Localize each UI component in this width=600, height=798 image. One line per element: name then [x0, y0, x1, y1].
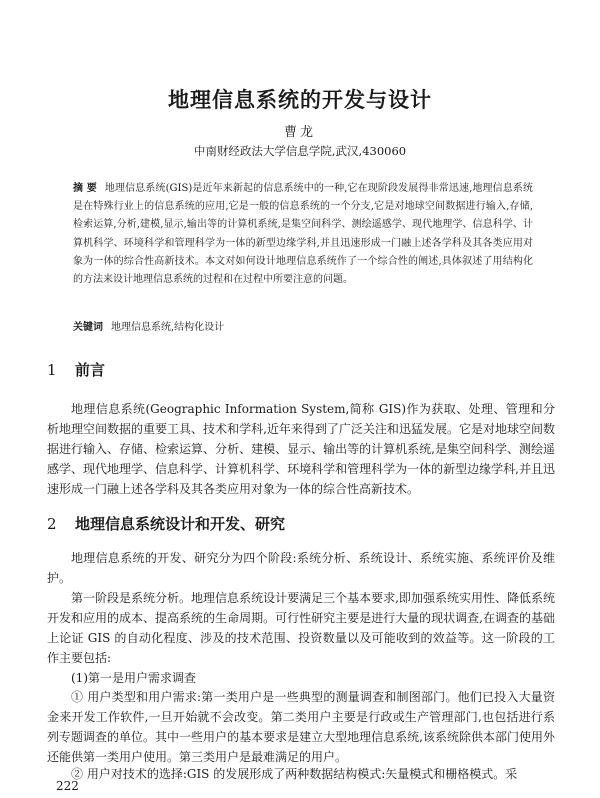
section-heading-2 — [47, 513, 285, 534]
keywords — [73, 321, 533, 335]
author-name: 曹龙 — [283, 125, 316, 140]
section-1-paragraph: 地理信息系统(Geographic Information System,简称 GIS)作为获取、处理、管理和分析地理空间数据的重要工具、技术和学科,近年来得到了广泛关注和迅猛发展。它是对地球空间数据进行输入、存储、检索运算、分析、建模、显示、输出等的计算机系统,是集空间科学、测绘遥感学、现代地理学、信息科学、计算机科学、环境科学和管理科学为一体的新型边缘学科,并且迅速形成一门融上述各学科及其各类应用对象为一体的综合性高新技术。 — [47, 402, 555, 496]
section-number: 1 — [47, 361, 57, 379]
section-title: 前言 — [75, 361, 106, 379]
section-2-paragraph: ① 用户类型和用户需求:第一类用户是一些典型的测量调查和制图部门。他们已投入大量资金来开发工作软件,一旦开始就不会改变。第二类用户主要是行政或生产管理部门,也包括进行系列专题调查的单位。其中一些用户的基本要求是建立大型地理信息系统,该系统除供本部门使用外还能供第一类用户使用。第三类用户是最难满足的用户。 — [47, 690, 555, 764]
abstract-text: 地理信息系统(GIS)是近年来新起的信息系统中的一种,它在现阶段发展得非常迅速,地理信息系统是在特殊行业上的信息系统的应用,它是一般的信息系统的一个分支,它是对地球空间数据进行输入,存储,检索运算,分析,建模,显示,输出等的计算机系统,是集空间科学、测绘遥感学、现代地理学、信息科学、计算机科学、环境科学和管理科学为一体的新型边缘学科,并且迅速形成一门融上述各学科及其各类应用对象为一体的综合性高新技术。本文对如何设计地理信息系统作了一个综合性的阐述,具体叙述了用结构化的方法来设计地理信息系统的过程和在过程中所要注意的问题。 — [73, 183, 534, 286]
section-number: 2 — [47, 515, 57, 533]
keywords-label: 关键词 — [73, 322, 103, 333]
author-affiliation: 中南财经政法大学信息学院,武汉,430060 — [193, 144, 407, 158]
section-2-paragraph: 第一阶段是系统分析。地理信息系统设计要满足三个基本要求,即加强系统实用性、降低系统开发和应用的成本、提高系统的生命周期。可行性研究主要是进行大量的现状调查,在调查的基础上论证 GIS 的自动化程度、涉及的技术范围、投资数量以及可能收到的效益等。这一阶段的工作主要包括: — [47, 591, 555, 665]
keywords-text: 地理信息系统,结构化设计 — [111, 322, 225, 333]
page-number: 222 — [56, 779, 79, 793]
section-heading-1 — [47, 359, 105, 380]
section-title: 地理信息系统设计和开发、研究 — [75, 515, 286, 533]
abstract — [73, 180, 533, 289]
paper-title: 地理信息系统的开发与设计 — [168, 88, 432, 113]
abstract-label: 摘 要 — [73, 183, 97, 194]
section-2-paragraph: 地理信息系统的开发、研究分为四个阶段:系统分析、系统设计、系统实施、系统评价及维护。 — [47, 551, 555, 585]
section-2-paragraph: ② 用户对技术的选择:GIS 的发展形成了两种数据结构模式:矢量模式和栅格模式。采 — [71, 767, 518, 781]
list-item-heading: (1)第一是用户需求调查 — [71, 671, 196, 685]
